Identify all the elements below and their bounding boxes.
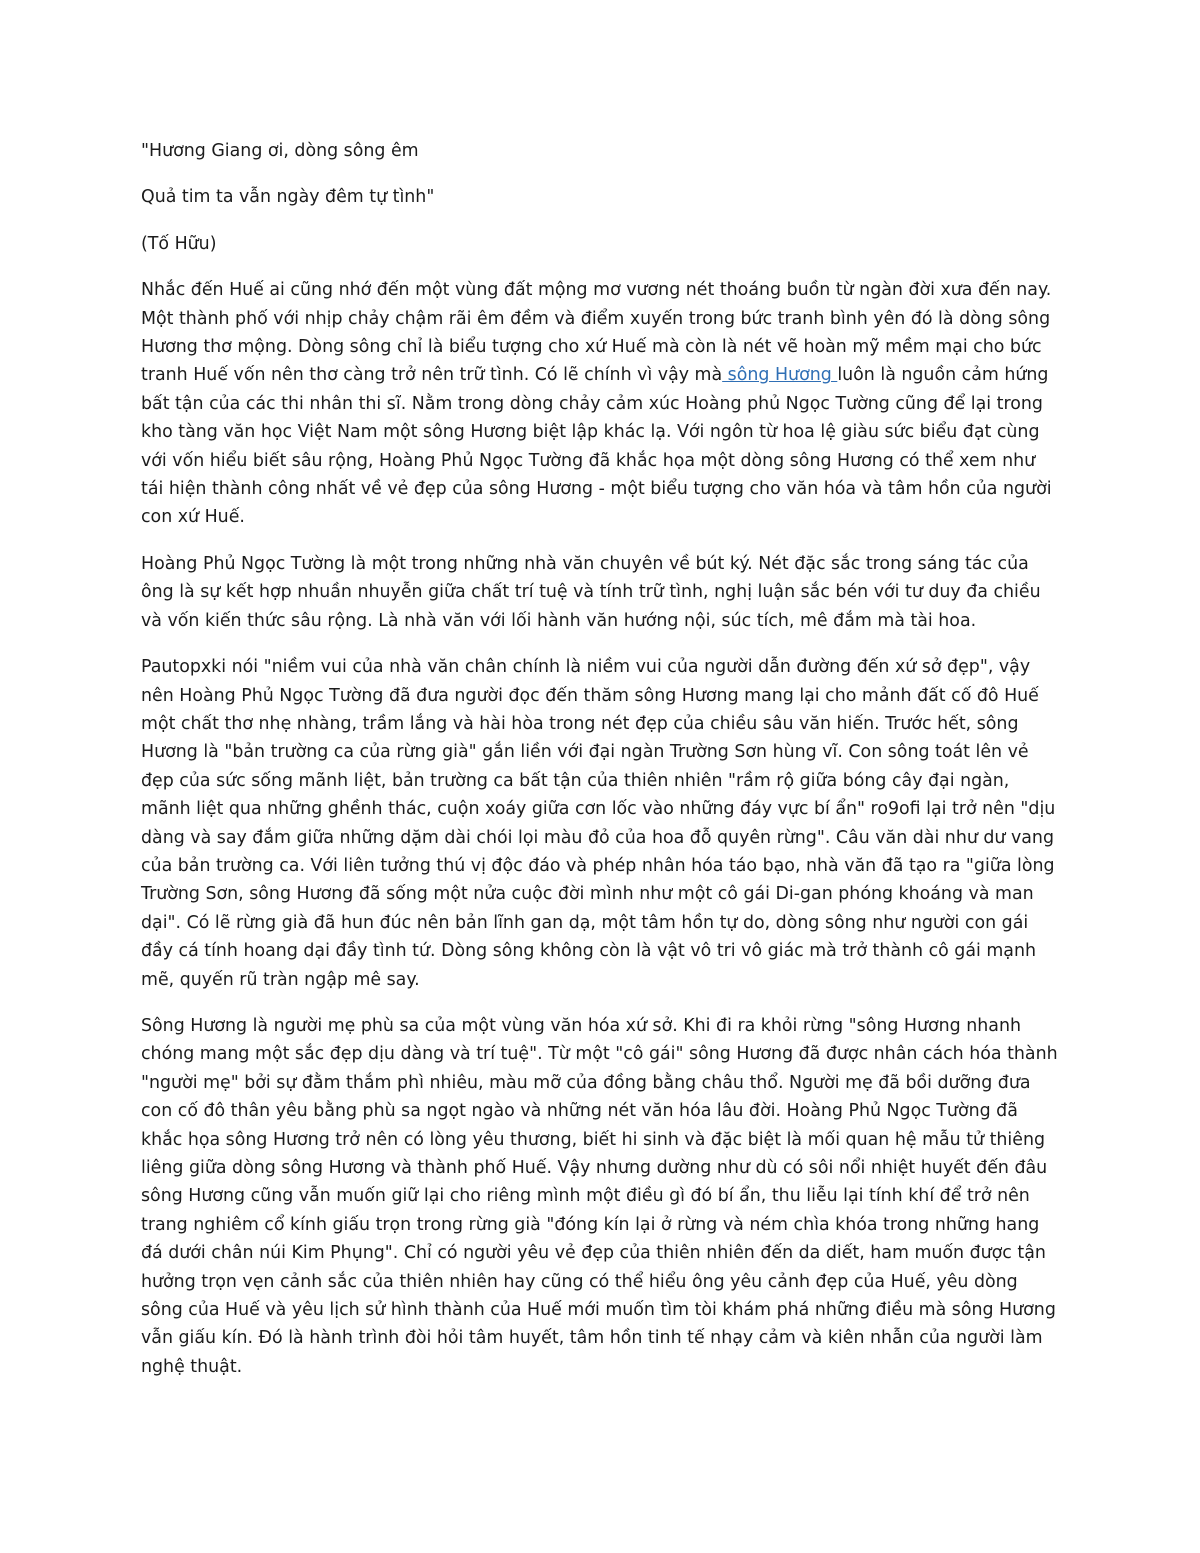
poem-line-1: "Hương Giang ơi, dòng sông êm: [141, 141, 419, 161]
document-body: [141, 137, 1059, 1399]
paragraph-intro: [141, 276, 1059, 532]
paragraph-intro-text-start: Nhắc đến Huế ai cũng nhớ đến một vùng đất mộng mơ vương nét thoáng buồn từ ngàn đời xưa đến nay. Một thành phố với nhịp chảy chậm rãi êm đềm và điểm xuyến trong bức tranh bình yên đó là dòng sông Hương thơ mộng. Dòng sông chỉ là biểu tượng cho xứ Huế mà còn là nét vẽ hoàn mỹ mềm mại cho bức tranh Huế vốn nên thơ càng trở nên trữ tình. Có lẽ chính vì vậy mà: [141, 280, 1052, 386]
poem-author: (Tố Hữu): [141, 233, 217, 254]
song-huong-link[interactable]: sông Hương: [722, 365, 838, 386]
poem-line-2: Quả tim ta vẫn ngày đêm tự tình": [141, 187, 435, 208]
paragraph-intro-text-end: luôn là nguồn cảm hứng bất tận của các thi nhân thi sĩ. Nằm trong dòng chảy cảm xúc Hoàng phủ Ngọc Tường cũng để lại trong kho tàng văn học Việt Nam một sông Hương biệt lập khác lạ. Với ngôn từ hoa lệ giàu sức biểu đạt cùng với vốn hiểu biết sâu rộng, Hoàng Phủ Ngọc Tường đã khắc họa một dòng sông Hương có thể xem như tái hiện thành công nhất về vẻ đẹp của sông Hương - một biểu tượng cho văn hóa và tâm hồn của người con xứ Huế.: [141, 365, 1052, 528]
paragraph-mother-river: Sông Hương là người mẹ phù sa của một vùng văn hóa xứ sở. Khi đi ra khỏi rừng "sông Hương nhanh chóng mang một sắc đẹp dịu dàng và trí tuệ". Từ một "cô gái" sông Hương đã được nhân cách hóa thành "người mẹ" bởi sự đằm thắm phì nhiêu, màu mỡ của đồng bằng châu thổ. Người mẹ đã bồi dưỡng đưa con cố đô thân yêu bằng phù sa ngọt ngào và những nét văn hóa lâu đời. Hoàng Phủ Ngọc Tường đã khắc họa sông Hương trở nên có lòng yêu thương, biết hi sinh và đặc biệt là mối quan hệ mẫu tử thiêng liêng giữa dòng sông Hương và thành phố Huế. Vậy nhưng dường như dù có sôi nổi nhiệt huyết đến đâu sông Hương cũng vẫn muốn giữ lại cho riêng mình một điều gì đó bí ẩn, thu liễu lại tính khí để trở nên trang nghiêm cổ kính giấu trọn trong rừng già "đóng kín lại ở rừng và ném chìa khóa trong những hang đá dưới chân núi Kim Phụng". Chỉ có người yêu vẻ đẹp của thiên nhiên đến da diết, ham muốn được tận hưởng trọn vẹn cảnh sắc của thiên nhiên hay cũng có thể hiểu ông yêu cảnh đẹp của Huế, yêu dòng sông của Huế và yêu lịch sử hình thành của Huế mới muốn tìm tòi khám phá những điều mà sông Hương vẫn giấu kín. Đó là hành trình đòi hỏi tâm huyết, tâm hồn tinh tế nhạy cảm và kiên nhẫn của người làm nghệ thuật.: [141, 1015, 1058, 1377]
paragraph-forest-river: Pautopxki nói "niềm vui của nhà văn chân chính là niềm vui của người dẫn đường đến xứ sở đẹp", vậy nên Hoàng Phủ Ngọc Tường đã đưa người đọc đến thăm sông Hương mang lại cho mảnh đất cố đô Huế một chất thơ nhẹ nhàng, trầm lắng và hài hòa trong nét đẹp của chiều sâu văn hiến. Trước hết, sông Hương là "bản trường ca của rừng già" gắn liền với đại ngàn Trường Sơn hùng vĩ. Con sông toát lên vẻ đẹp của sức sống mãnh liệt, bản trường ca bất tận của thiên nhiên "rầm rộ giữa bóng cây đại ngàn, mãnh liệt qua những ghềnh thác, cuộn xoáy giữa cơn lốc vào những đáy vực bí ẩn" ro9ofi lại trở nên "dịu dàng và say đắm giữa những dặm dài chói lọi màu đỏ của hoa đỗ quyên rừng". Câu văn dài như dư vang của bản trường ca. Với liên tưởng thú vị độc đáo và phép nhân hóa táo bạo, nhà văn đã tạo ra "giữa lòng Trường Sơn, sông Hương đã sống một nửa cuộc đời mình như một cô gái Di-gan phóng khoáng và man dại". Có lẽ rừng già đã hun đúc nên bản lĩnh gan dạ, một tâm hồn tự do, dòng sông như người con gái đầy cá tính hoang dại đầy tình tứ. Dòng sông không còn là vật vô tri vô giác mà trở thành cô gái mạnh mẽ, quyến rũ tràn ngập mê say.: [141, 657, 1056, 990]
paragraph-author-bio: Hoàng Phủ Ngọc Tường là một trong những nhà văn chuyên về bút ký. Nét đặc sắc trong sáng tác của ông là sự kết hợp nhuần nhuyễn giữa chất trí tuệ và tính trữ tình, nghị luận sắc bén với tư duy đa chiều và vốn kiến thức sâu rộng. Là nhà văn với lối hành văn hướng nội, súc tích, mê đắm mà tài hoa.: [141, 553, 1041, 631]
